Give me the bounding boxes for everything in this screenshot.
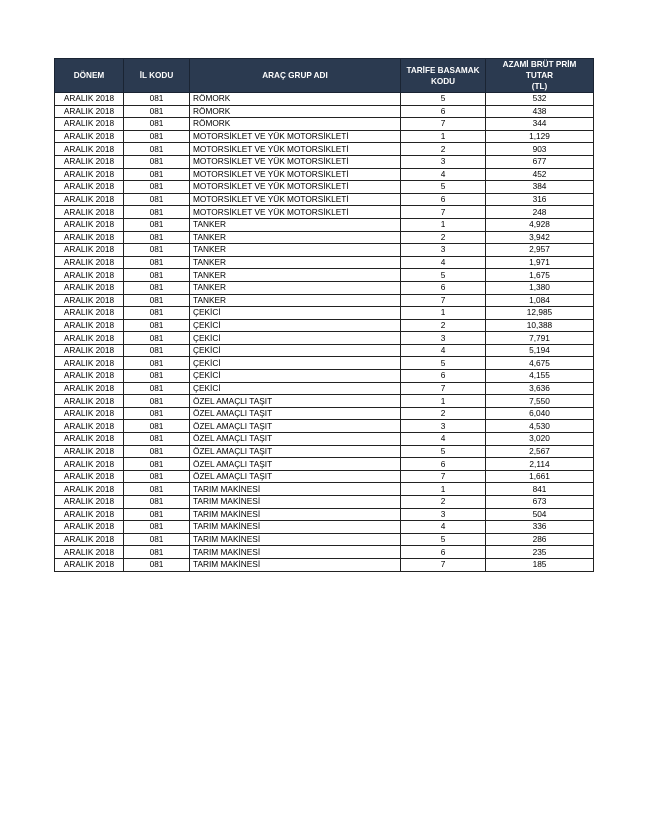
tier-code-cell: 6 [401,546,486,559]
table-row [55,181,594,194]
period-cell: ARALIK 2018 [55,231,124,244]
max-premium-cell: 10,388 [486,319,594,332]
table-row [55,546,594,559]
vehicle-group-cell: TARIM MAKİNESİ [190,546,401,559]
vehicle-group-cell: TANKER [190,256,401,269]
max-premium-cell: 384 [486,181,594,194]
period-cell: ARALIK 2018 [55,496,124,509]
tier-code-cell: 5 [401,357,486,370]
vehicle-group-cell: MOTORSİKLET VE YÜK MOTORSİKLETİ [190,193,401,206]
vehicle-group-cell: ÇEKİCİ [190,319,401,332]
period-cell: ARALIK 2018 [55,483,124,496]
table-row [55,168,594,181]
table-row [55,307,594,320]
table-row [55,521,594,534]
table-row [55,470,594,483]
city-code-cell: 081 [124,357,190,370]
period-cell: ARALIK 2018 [55,395,124,408]
premium-rate-table [54,58,594,572]
vehicle-group-cell: ÖZEL AMAÇLI TAŞIT [190,445,401,458]
table-row [55,420,594,433]
vehicle-group-cell: MOTORSİKLET VE YÜK MOTORSİKLETİ [190,155,401,168]
max-premium-cell: 235 [486,546,594,559]
vehicle-group-cell: RÖMORK [190,93,401,106]
city-code-cell: 081 [124,294,190,307]
max-premium-cell: 504 [486,508,594,521]
header-tier-line2: KODU [430,76,456,86]
period-cell: ARALIK 2018 [55,143,124,156]
tier-code-cell: 4 [401,521,486,534]
vehicle-group-cell: TARIM MAKİNESİ [190,533,401,546]
tier-code-cell: 2 [401,319,486,332]
tier-code-cell: 6 [401,281,486,294]
city-code-cell: 081 [124,256,190,269]
header-vehicle-group: ARAÇ GRUP ADI [190,59,401,93]
period-cell: ARALIK 2018 [55,344,124,357]
table-row [55,395,594,408]
period-cell: ARALIK 2018 [55,105,124,118]
city-code-cell: 081 [124,93,190,106]
city-code-cell: 081 [124,319,190,332]
tier-code-cell: 7 [401,470,486,483]
period-cell: ARALIK 2018 [55,470,124,483]
max-premium-cell: 532 [486,93,594,106]
max-premium-cell: 1,380 [486,281,594,294]
vehicle-group-cell: TANKER [190,244,401,257]
vehicle-group-cell: MOTORSİKLET VE YÜK MOTORSİKLETİ [190,181,401,194]
max-premium-cell: 316 [486,193,594,206]
city-code-cell: 081 [124,521,190,534]
max-premium-cell: 4,530 [486,420,594,433]
table-header [55,59,594,93]
max-premium-cell: 4,155 [486,370,594,383]
period-cell: ARALIK 2018 [55,420,124,433]
table-row [55,458,594,471]
period-cell: ARALIK 2018 [55,181,124,194]
city-code-cell: 081 [124,118,190,131]
tier-code-cell: 5 [401,93,486,106]
max-premium-cell: 7,791 [486,332,594,345]
city-code-cell: 081 [124,470,190,483]
vehicle-group-cell: TANKER [190,281,401,294]
vehicle-group-cell: ÇEKİCİ [190,344,401,357]
vehicle-group-cell: MOTORSİKLET VE YÜK MOTORSİKLETİ [190,130,401,143]
city-code-cell: 081 [124,193,190,206]
max-premium-cell: 2,567 [486,445,594,458]
tier-code-cell: 7 [401,558,486,571]
max-premium-cell: 344 [486,118,594,131]
tier-code-cell: 1 [401,218,486,231]
tier-code-cell: 1 [401,483,486,496]
tier-code-cell: 5 [401,445,486,458]
max-premium-cell: 12,985 [486,307,594,320]
max-premium-cell: 903 [486,143,594,156]
tier-code-cell: 2 [401,496,486,509]
table-row [55,370,594,383]
table-body [55,93,594,572]
table-row [55,496,594,509]
vehicle-group-cell: TARIM MAKİNESİ [190,521,401,534]
city-code-cell: 081 [124,206,190,219]
period-cell: ARALIK 2018 [55,130,124,143]
vehicle-group-cell: RÖMORK [190,118,401,131]
table-row [55,244,594,257]
tier-code-cell: 4 [401,344,486,357]
table-row [55,294,594,307]
period-cell: ARALIK 2018 [55,521,124,534]
table-row [55,218,594,231]
table-row [55,445,594,458]
max-premium-cell: 336 [486,521,594,534]
city-code-cell: 081 [124,168,190,181]
city-code-cell: 081 [124,218,190,231]
vehicle-group-cell: ÇEKİCİ [190,382,401,395]
tier-code-cell: 6 [401,193,486,206]
table-row [55,319,594,332]
tier-code-cell: 3 [401,420,486,433]
period-cell: ARALIK 2018 [55,319,124,332]
max-premium-cell: 286 [486,533,594,546]
period-cell: ARALIK 2018 [55,206,124,219]
city-code-cell: 081 [124,533,190,546]
tier-code-cell: 2 [401,231,486,244]
period-cell: ARALIK 2018 [55,445,124,458]
max-premium-cell: 3,942 [486,231,594,244]
header-tier-code [401,59,486,93]
table-row [55,193,594,206]
max-premium-cell: 1,971 [486,256,594,269]
period-cell: ARALIK 2018 [55,508,124,521]
period-cell: ARALIK 2018 [55,357,124,370]
table-row [55,206,594,219]
tier-code-cell: 7 [401,206,486,219]
table-row [55,508,594,521]
vehicle-group-cell: TARIM MAKİNESİ [190,508,401,521]
period-cell: ARALIK 2018 [55,382,124,395]
max-premium-cell: 673 [486,496,594,509]
max-premium-cell: 5,194 [486,344,594,357]
period-cell: ARALIK 2018 [55,458,124,471]
tier-code-cell: 3 [401,244,486,257]
vehicle-group-cell: TARIM MAKİNESİ [190,496,401,509]
period-cell: ARALIK 2018 [55,269,124,282]
vehicle-group-cell: ÖZEL AMAÇLI TAŞIT [190,420,401,433]
max-premium-cell: 1,661 [486,470,594,483]
vehicle-group-cell: ÖZEL AMAÇLI TAŞIT [190,395,401,408]
vehicle-group-cell: TANKER [190,269,401,282]
city-code-cell: 081 [124,332,190,345]
vehicle-group-cell: ÇEKİCİ [190,357,401,370]
max-premium-cell: 2,957 [486,244,594,257]
max-premium-cell: 677 [486,155,594,168]
period-cell: ARALIK 2018 [55,118,124,131]
vehicle-group-cell: ÖZEL AMAÇLI TAŞIT [190,407,401,420]
table-row [55,155,594,168]
city-code-cell: 081 [124,382,190,395]
period-cell: ARALIK 2018 [55,307,124,320]
city-code-cell: 081 [124,420,190,433]
vehicle-group-cell: ÇEKİCİ [190,307,401,320]
tier-code-cell: 3 [401,508,486,521]
max-premium-cell: 185 [486,558,594,571]
city-code-cell: 081 [124,370,190,383]
city-code-cell: 081 [124,307,190,320]
period-cell: ARALIK 2018 [55,281,124,294]
vehicle-group-cell: MOTORSİKLET VE YÜK MOTORSİKLETİ [190,206,401,219]
city-code-cell: 081 [124,496,190,509]
max-premium-cell: 438 [486,105,594,118]
table-row [55,344,594,357]
city-code-cell: 081 [124,130,190,143]
max-premium-cell: 3,020 [486,433,594,446]
table-row [55,332,594,345]
period-cell: ARALIK 2018 [55,218,124,231]
table-row [55,407,594,420]
vehicle-group-cell: ÖZEL AMAÇLI TAŞIT [190,458,401,471]
city-code-cell: 081 [124,483,190,496]
max-premium-cell: 4,675 [486,357,594,370]
table-row [55,483,594,496]
max-premium-cell: 3,636 [486,382,594,395]
max-premium-cell: 841 [486,483,594,496]
max-premium-cell: 452 [486,168,594,181]
tier-code-cell: 5 [401,269,486,282]
tier-code-cell: 7 [401,382,486,395]
period-cell: ARALIK 2018 [55,294,124,307]
period-cell: ARALIK 2018 [55,155,124,168]
table-row [55,231,594,244]
city-code-cell: 081 [124,433,190,446]
period-cell: ARALIK 2018 [55,546,124,559]
city-code-cell: 081 [124,558,190,571]
city-code-cell: 081 [124,395,190,408]
vehicle-group-cell: ÖZEL AMAÇLI TAŞIT [190,433,401,446]
tier-code-cell: 4 [401,256,486,269]
vehicle-group-cell: MOTORSİKLET VE YÜK MOTORSİKLETİ [190,143,401,156]
tier-code-cell: 1 [401,395,486,408]
table-row [55,558,594,571]
tier-code-cell: 1 [401,130,486,143]
tier-code-cell: 6 [401,458,486,471]
vehicle-group-cell: TANKER [190,218,401,231]
table-row [55,357,594,370]
table-row [55,433,594,446]
table-row [55,105,594,118]
tier-code-cell: 6 [401,105,486,118]
tier-code-cell: 2 [401,407,486,420]
vehicle-group-cell: RÖMORK [190,105,401,118]
period-cell: ARALIK 2018 [55,193,124,206]
city-code-cell: 081 [124,143,190,156]
tier-code-cell: 7 [401,118,486,131]
tier-code-cell: 6 [401,370,486,383]
max-premium-cell: 248 [486,206,594,219]
city-code-cell: 081 [124,281,190,294]
table-row [55,281,594,294]
tier-code-cell: 2 [401,143,486,156]
max-premium-cell: 1,675 [486,269,594,282]
table-row [55,382,594,395]
city-code-cell: 081 [124,445,190,458]
vehicle-group-cell: TARIM MAKİNESİ [190,558,401,571]
table-row [55,143,594,156]
max-premium-cell: 1,129 [486,130,594,143]
vehicle-group-cell: ÖZEL AMAÇLI TAŞIT [190,470,401,483]
max-premium-cell: 4,928 [486,218,594,231]
city-code-cell: 081 [124,546,190,559]
period-cell: ARALIK 2018 [55,370,124,383]
tier-code-cell: 7 [401,294,486,307]
header-premium-line1: AZAMİ BRÜT PRİM TUTAR [502,60,577,80]
tier-code-cell: 4 [401,433,486,446]
vehicle-group-cell: ÇEKİCİ [190,370,401,383]
tier-code-cell: 5 [401,181,486,194]
city-code-cell: 081 [124,407,190,420]
city-code-cell: 081 [124,244,190,257]
period-cell: ARALIK 2018 [55,93,124,106]
tier-code-cell: 5 [401,533,486,546]
period-cell: ARALIK 2018 [55,407,124,420]
table-row [55,93,594,106]
table-row [55,130,594,143]
max-premium-cell: 2,114 [486,458,594,471]
city-code-cell: 081 [124,508,190,521]
max-premium-cell: 7,550 [486,395,594,408]
city-code-cell: 081 [124,231,190,244]
vehicle-group-cell: TANKER [190,294,401,307]
vehicle-group-cell: TANKER [190,231,401,244]
header-city-code: İL KODU [124,59,190,93]
city-code-cell: 081 [124,344,190,357]
period-cell: ARALIK 2018 [55,332,124,345]
max-premium-cell: 6,040 [486,407,594,420]
city-code-cell: 081 [124,155,190,168]
tier-code-cell: 4 [401,168,486,181]
tier-code-cell: 3 [401,332,486,345]
city-code-cell: 081 [124,181,190,194]
period-cell: ARALIK 2018 [55,433,124,446]
header-row [55,59,594,93]
max-premium-cell: 1,084 [486,294,594,307]
header-period: DÖNEM [55,59,124,93]
table-row [55,118,594,131]
header-max-premium [486,59,594,93]
vehicle-group-cell: ÇEKİCİ [190,332,401,345]
tier-code-cell: 1 [401,307,486,320]
period-cell: ARALIK 2018 [55,256,124,269]
vehicle-group-cell: MOTORSİKLET VE YÜK MOTORSİKLETİ [190,168,401,181]
period-cell: ARALIK 2018 [55,168,124,181]
city-code-cell: 081 [124,269,190,282]
header-tier-line1: TARİFE BASAMAK [406,65,480,75]
table-row [55,533,594,546]
table-row [55,256,594,269]
period-cell: ARALIK 2018 [55,244,124,257]
city-code-cell: 081 [124,105,190,118]
city-code-cell: 081 [124,458,190,471]
header-premium-line2: (TL) [531,82,548,91]
period-cell: ARALIK 2018 [55,558,124,571]
period-cell: ARALIK 2018 [55,533,124,546]
tier-code-cell: 3 [401,155,486,168]
table-row [55,269,594,282]
vehicle-group-cell: TARIM MAKİNESİ [190,483,401,496]
